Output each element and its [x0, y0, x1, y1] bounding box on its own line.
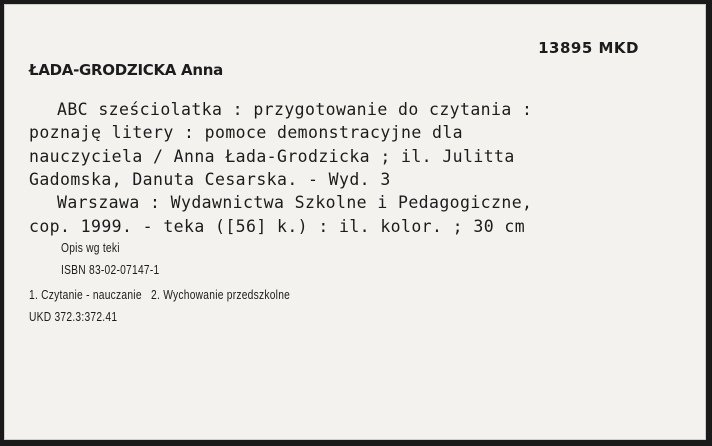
call-number: 13895 MKD	[538, 39, 639, 57]
author-heading: ŁADA-GRODZICKA Anna	[29, 61, 223, 79]
title-line-2: poznaję litery : pomoce demonstracyjne dla	[29, 123, 464, 142]
title-line-3: nauczyciela / Anna Łada-Grodzicka ; il. Julitta	[29, 147, 515, 166]
isbn: ISBN 83-02-07147-1	[61, 263, 160, 277]
title-line-4: Gadomska, Danuta Cesarska. - Wyd. 3	[29, 170, 391, 189]
description-note: Opis wg teki	[61, 241, 120, 255]
physical-description-line: cop. 1999. - teka ([56] k.) : il. kolor. ; 30 cm	[29, 217, 526, 236]
subject-headings: 1. Czytanie - nauczanie 2. Wychowanie przedszkolne	[29, 288, 291, 302]
catalog-card	[4, 4, 706, 440]
ukd-classification: UKD 372.3:372.41	[29, 310, 118, 324]
title-line-1: ABC sześciolatka : przygotowanie do czytania :	[57, 100, 533, 119]
publication-line: Warszawa : Wydawnictwa Szkolne i Pedagogiczne,	[57, 193, 533, 212]
